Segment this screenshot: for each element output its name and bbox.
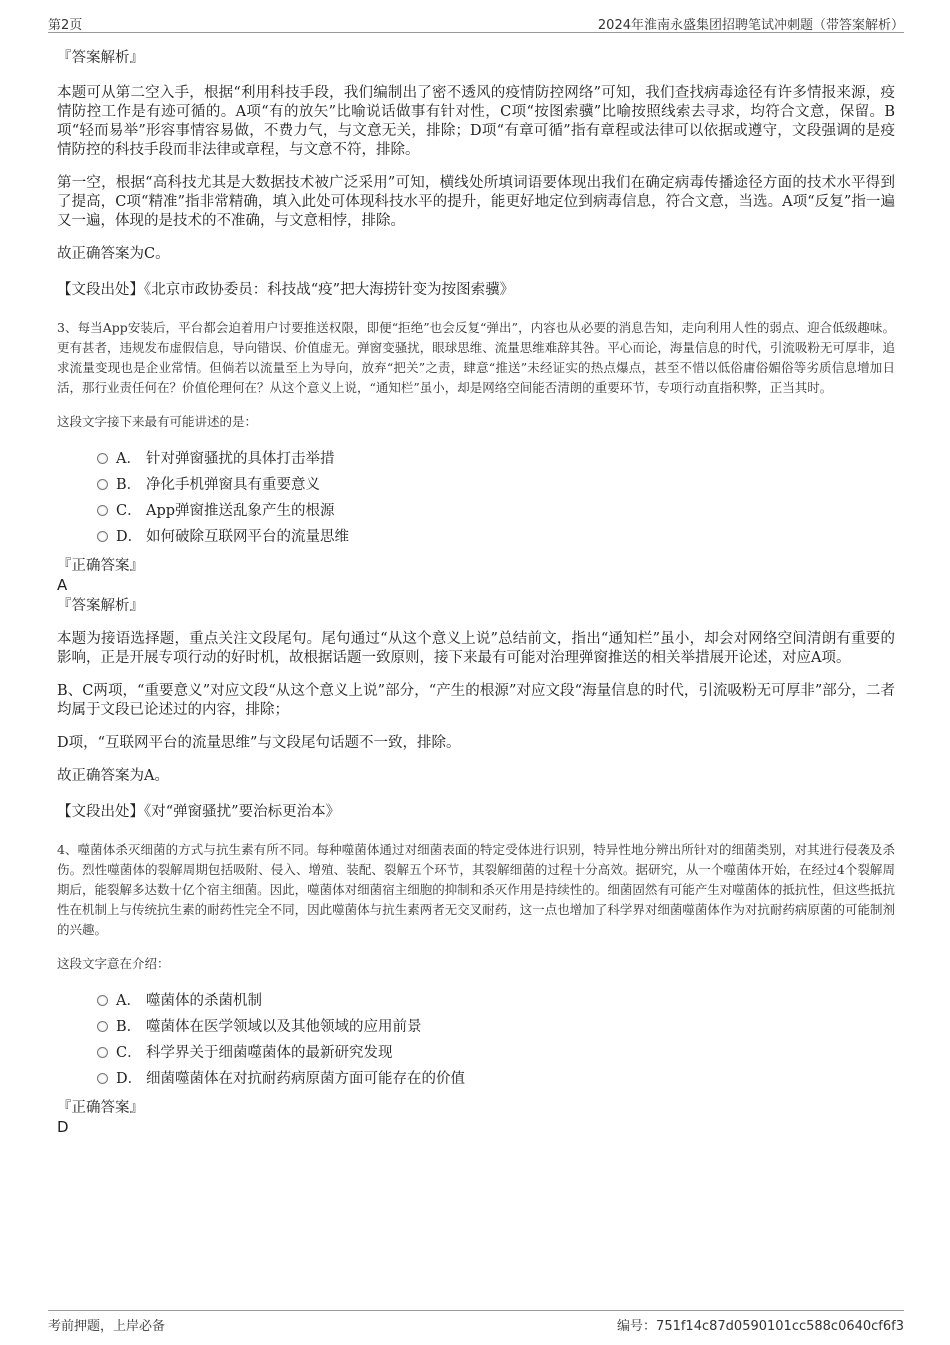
footer-slogan: 考前押题，上岸必备 xyxy=(48,1319,166,1334)
q3-conclusion: 故正确答案为A。 xyxy=(57,768,169,784)
q3-analysis-paragraph-1: 本题为接语选择题，重点关注文段尾句。尾句通过“从这个意义上说”总结前文，指出“通知栏”虽小，却会对网络空间清朗有重要的影响，正是开展专项行动的好时机，故根据话题一致原则，接下来最有可能对治理弹窗推送的相关举措展开论述，对应A项。 xyxy=(57,631,895,666)
q3-source: 【文段出处】《对“弹窗骚扰”要治标更治本》 xyxy=(57,804,341,820)
q2-analysis-paragraph-2: 第一空，根据“高科技尤其是大数据技术被广泛采用”可知，横线处所填词语要体现出我们在确定病毒传播途径方面的技术水平得到了提高，C项“精准”指非常精确，填入此处可体现科技水平的提升，能更好地定位到病毒信息，符合文意，当选。A项“反复”指一遍又一遍，体现的是技术的不准确，与文意相悖，排除。 xyxy=(57,175,895,229)
q4-passage: 4、噬菌体杀灭细菌的方式与抗生素有所不同。每种噬菌体通过对细菌表面的特定受体进行识别，特异性地分辨出所针对的细菌类别，对其进行侵袭及杀伤。烈性噬菌体的裂解周期包括吸附、侵入、增殖、装配、裂解五个环节，其裂解细菌的过程十分高效。据研究，从一个噬菌体开始，在经过4个裂解周期后，能裂解多达数十亿个宿主细菌。因此，噬菌体对细菌宿主细胞的抑制和杀灭作用是持续性的。细菌固然有可能产生对噬菌体的抵抗性，但这些抵抗性在机制上与传统抗生素的耐药性完全不同，因此噬菌体与抗生素两者无交叉耐药，这一点也增加了科学界对细菌噬菌体作为对抗耐药病原菌的可能制剂的兴趣。 xyxy=(57,842,895,937)
radio-icon[interactable] xyxy=(97,1047,108,1058)
radio-icon[interactable] xyxy=(97,505,108,516)
q3-option-b[interactable]: B． 净化手机弹窗具有重要意义 xyxy=(97,472,895,498)
q3-passage: 3、每当App安装后，平台都会迫着用户讨要推送权限，即便“拒绝”也会反复“弹出”，内容也从必要的消息告知，走向利用人性的弱点、迎合低级趣味。更有甚者，违规发布虚假信息，导向错误、价值虚无。弹窗变骚扰，眼球思维、流量思维难辞其咎。平心而论，海量信息的时代，引流吸粉无可厚非，追求流量变现也是企业常情。但倘若以流量至上为导向，放弃“把关”之责，肆意“推送”未经证实的热点爆点，甚至不惜以低俗庸俗媚俗等劣质信息增加日活，那行业责任何在？价值伦理何在？从这个意义上说，“通知栏”虽小，却是网络空间能否清朗的重要环节，专项行动直指积弊，正当其时。 xyxy=(57,320,895,395)
q2-conclusion: 故正确答案为C。 xyxy=(57,246,170,262)
q4-answer-label: 『正确答案』 xyxy=(57,1100,144,1116)
page-header xyxy=(48,12,904,33)
q3-prompt: 这段文字接下来最有可能讲述的是： xyxy=(57,414,258,429)
q4-option-d[interactable]: D． 细菌噬菌体在对抗耐药病原菌方面可能存在的价值 xyxy=(97,1066,895,1092)
q3-analysis-paragraph-3: D项，“互联网平台的流量思维”与文段尾句话题不一致，排除。 xyxy=(57,735,461,751)
q2-analysis-paragraph-1: 本题可从第二空入手，根据“利用科技手段，我们编制出了密不透风的疫情防控网络”可知，我们查找病毒途径有许多情报来源，疫情防控工作是有迹可循的。A项“有的放矢”比喻说话做事有针对性，C项“按图索骥”比喻按照线索去寻求，均符合文意，保留。B项“轻而易举”形容事情容易做，不费力气，与文意无关，排除；D项“有章可循”指有章程或法律可以依据或遵守，文段强调的是疫情防控的科技手段而非法律或章程，与文意不符，排除。 xyxy=(57,85,895,158)
radio-icon[interactable] xyxy=(97,1073,108,1084)
q4-option-b[interactable]: B． 噬菌体在医学领域以及其他领域的应用前景 xyxy=(97,1014,895,1040)
radio-icon[interactable] xyxy=(97,453,108,464)
page-content xyxy=(57,42,895,1136)
q3-answer: A xyxy=(57,576,68,594)
radio-icon[interactable] xyxy=(97,479,108,490)
q4-prompt: 这段文字意在介绍： xyxy=(57,956,170,971)
q4-options xyxy=(97,988,895,1092)
q4-answer: D xyxy=(57,1118,69,1136)
q3-option-d[interactable]: D． 如何破除互联网平台的流量思维 xyxy=(97,524,895,550)
q2-source: 【文段出处】《北京市政协委员：科技战“疫”把大海捞针变为按图索骥》 xyxy=(57,282,515,298)
q3-options xyxy=(97,446,895,550)
radio-icon[interactable] xyxy=(97,531,108,542)
document-title: 2024年淮南永盛集团招聘笔试冲刺题（带答案解析） xyxy=(597,18,904,33)
q3-option-a[interactable]: A． 针对弹窗骚扰的具体打击举措 xyxy=(97,446,895,472)
radio-icon[interactable] xyxy=(97,1021,108,1032)
radio-icon[interactable] xyxy=(97,995,108,1006)
q3-option-c[interactable]: C． App弹窗推送乱象产生的根源 xyxy=(97,498,895,524)
document-code: 编号：751f14c87d0590101cc588c0640cf6f3 xyxy=(617,1319,904,1334)
q4-option-a[interactable]: A． 噬菌体的杀菌机制 xyxy=(97,988,895,1014)
q3-analysis-paragraph-2: B、C两项，“重要意义”对应文段“从这个意义上说”部分，“产生的根源”对应文段“海量信息的时代，引流吸粉无可厚非”部分，二者均属于文段已论述过的内容，排除； xyxy=(57,683,895,718)
q2-analysis-label: 『答案解析』 xyxy=(57,50,144,66)
q4-option-c[interactable]: C． 科学界关于细菌噬菌体的最新研究发现 xyxy=(97,1040,895,1066)
page-number: 第2页 xyxy=(48,18,83,33)
q3-answer-label: 『正确答案』 xyxy=(57,558,144,574)
q3-analysis-label: 『答案解析』 xyxy=(57,598,144,614)
page-footer xyxy=(48,1310,904,1334)
